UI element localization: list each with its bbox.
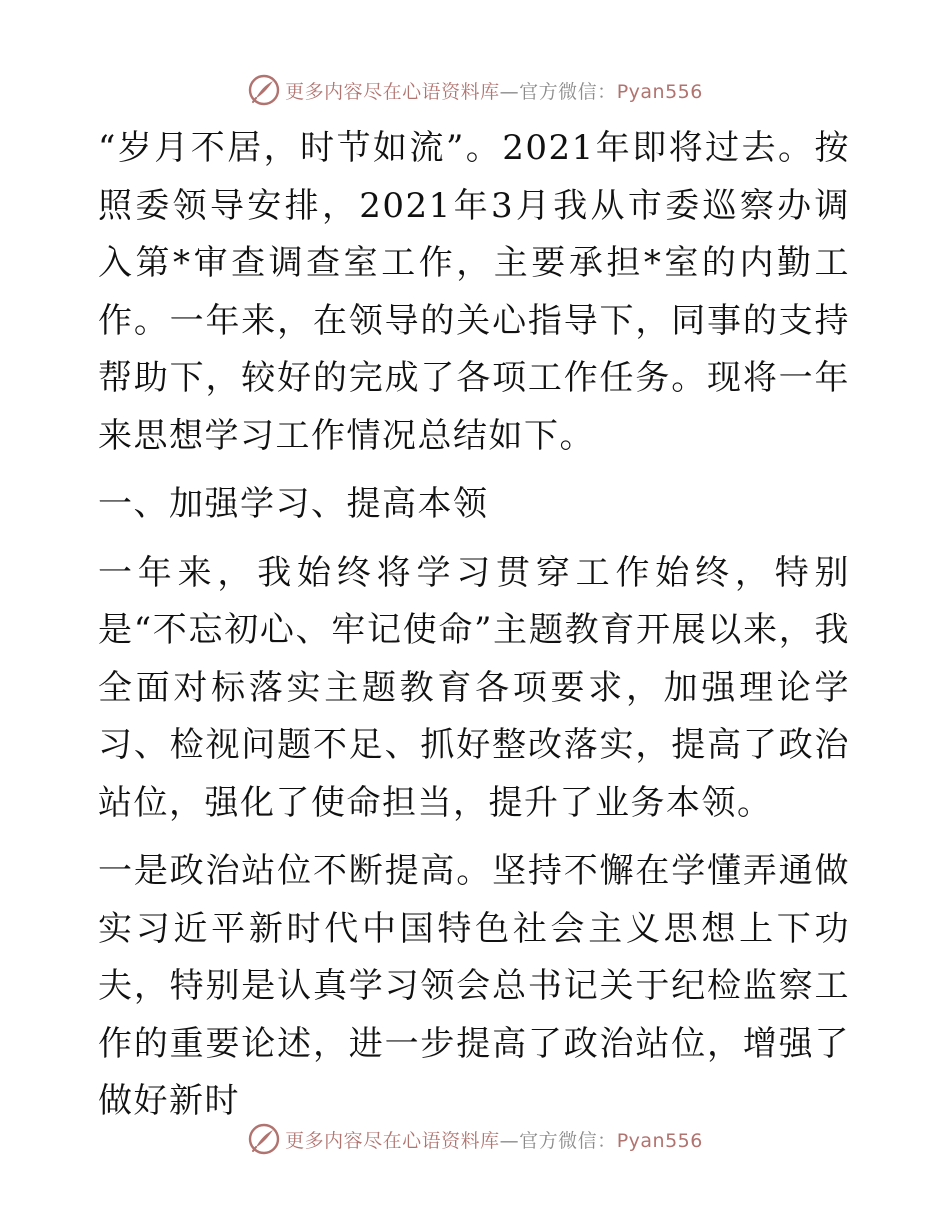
feather-pen-icon bbox=[247, 73, 281, 107]
feather-pen-icon bbox=[247, 1122, 281, 1156]
watermark-dash: — bbox=[499, 1129, 520, 1152]
watermark-wechat-id: Pyan556 bbox=[616, 1129, 703, 1152]
watermark-dash: — bbox=[499, 80, 520, 103]
watermark-wechat-label: 官方微信： bbox=[519, 1129, 617, 1152]
watermark-wechat-id: Pyan556 bbox=[616, 80, 703, 103]
watermark-site-text: 更多内容尽在心语资料库 bbox=[285, 80, 500, 103]
section-heading: 一、加强学习、提高本领 bbox=[98, 484, 489, 524]
watermark-wechat-label: 官方微信： bbox=[519, 80, 617, 103]
paragraph-intro: “岁月不居，时节如流”。2021年即将过去。按照委领导安排，2021年3月我从市委巡察办调入第*审查调查室工作，主要承担*室的内勤工作。一年来，在领导的关心指导下，同事的支持帮助下，较好的完成了各项工作任务。现将一年来思想学习工作情况总结如下。 bbox=[98, 128, 850, 456]
watermark-text bbox=[285, 77, 703, 104]
header-watermark bbox=[0, 70, 950, 110]
paragraph-study: 一年来，我始终将学习贯穿工作始终，特别是“不忘初心、牢记使命”主题教育开展以来，我全面对标落实主题教育各项要求，加强理论学习、检视问题不足、抓好整改落实，提高了政治站位，强化了使命担当，提升了业务本领。 bbox=[98, 552, 850, 823]
document-body bbox=[98, 120, 850, 1142]
footer-watermark bbox=[0, 1119, 950, 1159]
watermark-text bbox=[285, 1126, 703, 1153]
watermark-site-text: 更多内容尽在心语资料库 bbox=[285, 1129, 500, 1152]
paragraph-political-stance: 一是政治站位不断提高。坚持不懈在学懂弄通做实习近平新时代中国特色社会主义思想上下功夫，特别是认真学习领会总书记关于纪检监察工作的重要论述，进一步提高了政治站位，增强了做好新时 bbox=[98, 851, 850, 1121]
